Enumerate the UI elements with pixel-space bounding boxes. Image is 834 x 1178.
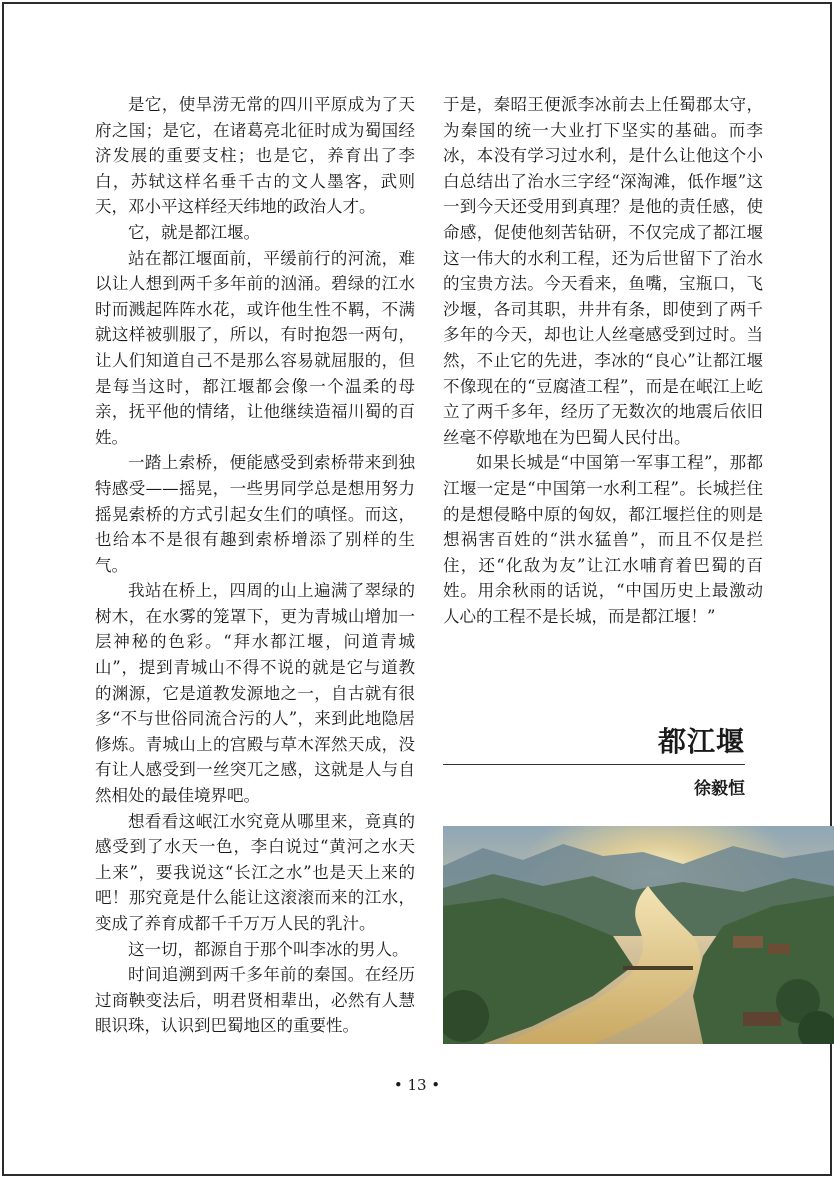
- title-divider: [443, 764, 745, 765]
- paragraph: 是它，使旱涝无常的四川平原成为了天府之国；是它，在诸葛亮北征时成为蜀国经济发展的重要支柱；也是它，养育出了李白，苏轼这样名垂千古的文人墨客，武则天，邓小平这样经天纬地的政治人才。: [95, 95, 415, 217]
- left-column: [95, 92, 415, 1039]
- article-title: 都江堰: [657, 725, 745, 758]
- paragraph: 如果长城是“中国第一军事工程”，那都江堰一定是“中国第一水利工程”。长城拦住的是想侵略中原的匈奴，都江堰拦住的则是想祸害百姓的“洪水猛兽”，而且不仅是拦住，还“化敌为友”让江水哺育着巴蜀的百姓。用余秋雨的话说，“中国历史上最激动人心的工程不是长城，而是都江堰！”: [443, 453, 763, 626]
- paragraph: 一踏上索桥，便能感受到索桥带来到独特感受——摇晃，一些男同学总是想用努力摇晃索桥的方式引起女生们的嗔怪。而这，也给本不是很有趣到索桥增添了别样的生气。: [95, 453, 415, 575]
- dujiangyan-aerial-photo: [443, 826, 834, 1044]
- author-name: 徐毅恒: [694, 779, 745, 799]
- paragraph: 它，就是都江堰。: [128, 222, 260, 242]
- paragraph: 想看看这岷江水究竟从哪里来，竟真的感受到了水天一色，李白说过“黄河之水天上来”，要我说这“长江之水”也是天上来的吧！那究竟是什么能让这滚滚而来的江水，变成了养育成都千千万万人民的乳汁。: [95, 811, 415, 933]
- paragraph: 我站在桥上，四周的山上遍满了翠绿的树木，在水雾的笼罩下，更为青城山增加一层神秘的色彩。“拜水都江堰，问道青城山”，提到青城山不得不说的就是它与道教的渊源，它是道教发源地之一，自古就有很多“不与世俗同流合污的人”，来到此地隐居修炼。青城山上的宫殿与草木浑然天成，没有让人感受到一丝突兀之感，这就是人与自然相处的最佳境界吧。: [95, 581, 415, 806]
- paragraph: 时间追溯到两千多年前的秦国。在经历过商鞅变法后，明君贤相辈出，必然有人慧眼识珠，认识到巴蜀地区的重要性。: [95, 965, 415, 1036]
- paragraph: 站在都江堰面前，平缓前行的河流，难以让人想到两千多年前的汹涌。碧绿的江水时而溅起阵阵水花，或许他生性不羁，不满就这样被驯服了，所以，有时抱怨一两句，让人们知道自己不是那么容易就屈服的，但是每当这时，都江堰都会像一个温柔的母亲，抚平他的情绪，让他继续造福川蜀的百姓。: [95, 248, 415, 447]
- paragraph: 于是，秦昭王便派李冰前去上任蜀郡太守，为秦国的统一大业打下坚实的基础。而李冰，本没有学习过水利，是什么让他这个小白总结出了治水三字经“深淘滩，低作堰”这一到今天还受用到真理？是他的责任感，使命感，促使他刻苦钻研，不仅完成了都江堰这一伟大的水利工程，还为后世留下了治水的宝贵方法。今天看来，鱼嘴，宝瓶口，飞沙堰，各司其职，井井有条，即使到了两千多年的今天，却也让人丝毫感受到过时。当然，不止它的先进，李冰的“良心”让都江堰不像现在的“豆腐渣工程”，而是在岷江上屹立了两千多年，经历了无数次的地震后依旧丝毫不停歇地在为巴蜀人民付出。: [443, 95, 763, 447]
- right-column: [443, 92, 763, 629]
- page-number: • 13 •: [393, 1076, 441, 1094]
- paragraph: 这一切，都源自于那个叫李冰的男人。: [128, 939, 409, 959]
